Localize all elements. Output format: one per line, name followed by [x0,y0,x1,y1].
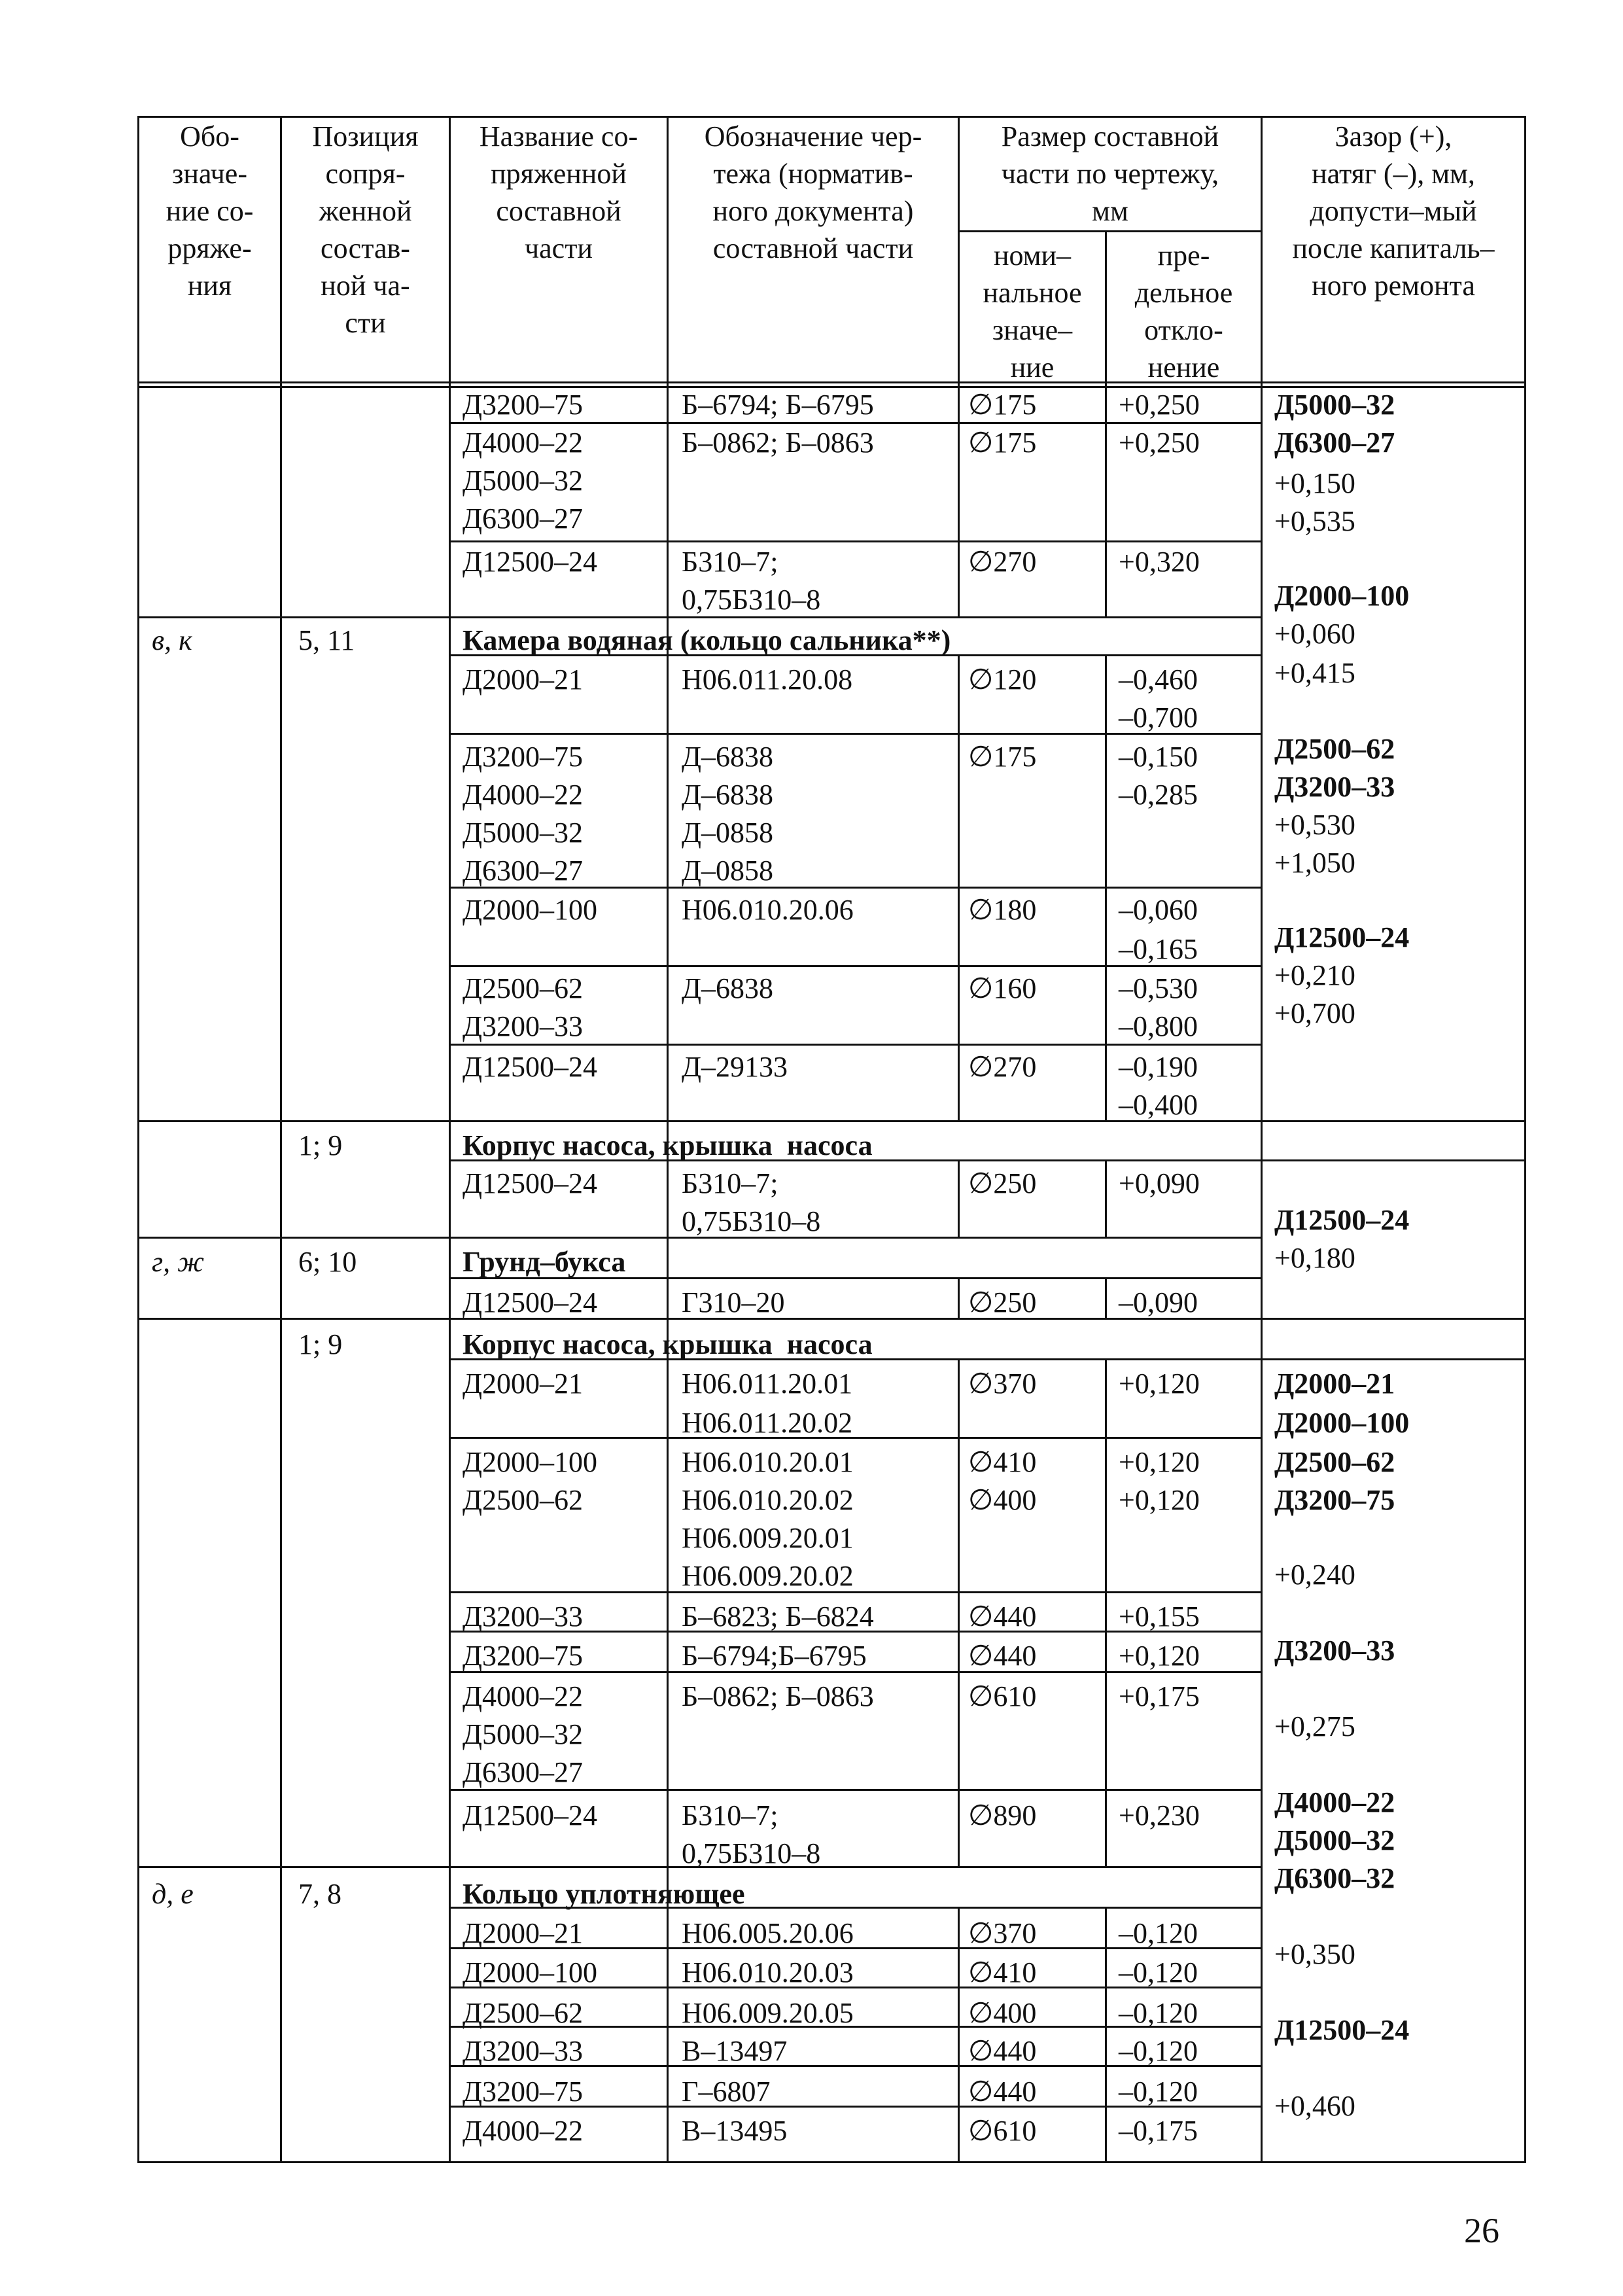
clearance-value: +0,530 [1274,809,1355,841]
clearance-value: +0,415 [1274,657,1355,689]
table-cell: ∅175 [968,389,1037,421]
table-cell: 1; 9 [298,1129,343,1161]
table-cell: Д6300–27 [462,503,584,535]
column-rule [1105,1277,1107,1318]
table-cell: –0,800 [1119,1010,1198,1042]
table-cell: +0,090 [1119,1167,1200,1199]
table-cell: ∅175 [968,741,1037,773]
table-cell: Д12500–24 [462,546,598,578]
table-cell: –0,700 [1119,701,1198,733]
table-cell: Н06.011.20.08 [682,663,853,696]
table-cell: ∅370 [968,1368,1037,1400]
page-number: 26 [1464,2211,1499,2250]
row-rule [137,1318,1526,1320]
table-cell: –0,400 [1119,1089,1198,1121]
table-cell: Д3200–33 [462,2035,584,2067]
clearance-value: +0,210 [1274,959,1355,991]
header-col-nominal: номи– нальное значе– ние [983,239,1082,383]
table-cell: Б310–7; [682,546,778,578]
table-cell: –0,120 [1119,1917,1198,1949]
clearance-value: Д5000–32 [1274,1824,1395,1856]
table-cell: ∅440 [968,2035,1037,2067]
table-cell: 1; 9 [298,1328,343,1360]
table-cell: Д2000–21 [462,1368,584,1400]
table-cell: –0,285 [1119,779,1198,811]
table-cell: +0,120 [1119,1446,1200,1478]
clearance-value: Д6300–27 [1274,427,1395,459]
table-cell: +0,175 [1119,1680,1200,1712]
table-cell: ∅270 [968,1051,1037,1083]
table-cell: Д6300–27 [462,1756,584,1788]
table-cell: Д–6838 [682,972,774,1004]
row-rule [449,1437,1263,1439]
clearance-value: +0,460 [1274,2090,1355,2122]
column-rule [958,1159,960,1237]
table-cell: ∅175 [968,427,1037,459]
table-cell: Д2500–62 [462,1997,584,2029]
table-cell: Д3200–33 [462,1010,584,1042]
table-cell: –0,165 [1119,933,1198,965]
table-cell: Д–0858 [682,817,774,849]
clearance-value: Д3200–33 [1274,771,1395,803]
table-cell: Г–6807 [682,2075,771,2108]
table-cell: ∅370 [968,1917,1037,1949]
table-cell: Д12500–24 [462,1286,598,1318]
table-cell: в, к [152,624,192,656]
table-cell: +0,250 [1119,389,1200,421]
table-cell: 5, 11 [298,624,355,656]
table-cell: 0,75Б310–8 [682,1837,821,1869]
table-cell: Д2000–100 [462,1956,598,1988]
table-cell: Д4000–22 [462,427,584,459]
table-cell: 7, 8 [298,1878,341,1910]
section-title: Грунд–букса [462,1246,626,1278]
table-cell: Б310–7; [682,1167,778,1199]
column-rule [1524,116,1526,2163]
table-cell: В–13495 [682,2115,788,2147]
table-cell: +0,230 [1119,1799,1200,1831]
table-cell: Д5000–32 [462,1718,584,1750]
table-cell: ∅440 [968,2075,1037,2108]
table-cell: Д5000–32 [462,465,584,497]
table-cell: Д3200–75 [462,2075,584,2108]
table-cell: ∅270 [968,546,1037,578]
row-rule [958,230,1263,232]
clearance-value: +0,240 [1274,1559,1355,1591]
section-title: Камера водяная (кольцо сальника**) [462,624,951,656]
table-cell: Д–0858 [682,855,774,887]
table-cell: Д4000–22 [462,2115,584,2147]
table-cell: –0,120 [1119,1997,1198,2029]
table-cell: +0,320 [1119,546,1200,578]
clearance-value: Д2000–21 [1274,1368,1395,1400]
row-rule [1261,1159,1526,1161]
table-cell: +0,120 [1119,1484,1200,1516]
table-cell: ∅410 [968,1956,1037,1988]
clearance-value: +1,050 [1274,847,1355,879]
clearance-value: Д12500–24 [1274,921,1410,953]
table-cell: Н06.005.20.06 [682,1917,854,1949]
table-cell: Д12500–24 [462,1799,598,1831]
column-rule [137,116,139,2163]
column-rule [958,1907,960,2161]
table-cell: Д–6838 [682,741,774,773]
column-rule [1105,1159,1107,1237]
table-cell: ∅160 [968,972,1037,1004]
clearance-value: Д3200–33 [1274,1634,1395,1667]
clearance-value: +0,700 [1274,997,1355,1029]
clearance-value: +0,350 [1274,1938,1355,1970]
table-cell: +0,250 [1119,427,1200,459]
table-cell: Н06.010.20.06 [682,894,854,926]
table-cell: Б310–7; [682,1799,778,1831]
table-cell: –0,190 [1119,1051,1198,1083]
table-cell: +0,120 [1119,1368,1200,1400]
table-cell: Н06.010.20.01 [682,1446,854,1478]
table-cell: –0,090 [1119,1286,1198,1318]
clearance-value: +0,150 [1274,467,1355,499]
table-cell: ∅440 [968,1640,1037,1672]
table-cell: Н06.009.20.02 [682,1560,854,1592]
table-cell: Н06.009.20.05 [682,1997,854,2029]
table-cell: –0,175 [1119,2115,1198,2147]
table-cell: +0,155 [1119,1600,1200,1633]
clearance-value: Д4000–22 [1274,1786,1395,1818]
table-cell: Д5000–32 [462,817,584,849]
table-cell: ∅250 [968,1167,1037,1199]
table-cell: –0,120 [1119,2035,1198,2067]
header-col-drawing: Обозначение чер- тежа (норматив- ного документа) составной части [704,120,922,264]
table-cell: Д2000–21 [462,663,584,696]
clearance-value: Д3200–75 [1274,1484,1395,1516]
section-title: Кольцо уплотняющее [462,1878,745,1910]
clearance-value: Д2500–62 [1274,1446,1395,1478]
table-cell: Г310–20 [682,1286,785,1318]
table-cell: –0,530 [1119,972,1198,1004]
clearance-value: Д2000–100 [1274,580,1410,612]
table-cell: Д6300–27 [462,855,584,887]
table-cell: ∅400 [968,1997,1037,2029]
header-col-designation: Обо- значе- ние со- pряже- ния [166,120,254,302]
clearance-value: Д6300–32 [1274,1862,1395,1894]
table-cell: Д–6838 [682,779,774,811]
table-cell: 0,75Б310–8 [682,1205,821,1237]
table-cell: ∅410 [968,1446,1037,1478]
table-cell: +0,120 [1119,1640,1200,1672]
table-cell: д, е [152,1878,194,1910]
table-cell: В–13497 [682,2035,788,2067]
table-cell: Д4000–22 [462,1680,584,1712]
table-cell: Д2500–62 [462,972,584,1004]
header-col-size: Размер составной части по чертежу, мм [1001,120,1219,227]
column-rule [958,1277,960,1318]
table-cell: Б–6794;Б–6795 [682,1640,867,1672]
table-cell: Н06.011.20.01 [682,1368,853,1400]
table-cell: Д2500–62 [462,1484,584,1516]
header-col-part-name: Название со- пряженной составной части [479,120,638,264]
table-cell: ∅890 [968,1799,1037,1831]
table-cell: Д4000–22 [462,779,584,811]
column-rule [280,116,282,2161]
table-cell: Н06.010.20.03 [682,1956,854,1988]
table-cell: Н06.010.20.02 [682,1484,854,1516]
table-cell: Д2000–100 [462,894,598,926]
table-cell: 6; 10 [298,1246,357,1278]
section-title: Корпус насоса, крышка насоса [462,1129,873,1161]
clearance-value: Д12500–24 [1274,2014,1410,2046]
table-cell: ∅610 [968,1680,1037,1712]
table-cell: ∅400 [968,1484,1037,1516]
row-rule [449,540,1263,542]
table-cell: –0,060 [1119,894,1198,926]
table-cell: Б–6823; Б–6824 [682,1600,874,1633]
table-cell: Д12500–24 [462,1051,598,1083]
column-rule [1105,386,1107,616]
table-cell: ∅180 [968,894,1037,926]
column-rule [1105,1907,1107,2161]
row-rule [137,2161,1526,2163]
table-cell: Б–0862; Б–0863 [682,427,874,459]
clearance-value: Д2000–100 [1274,1407,1410,1439]
row-rule [1261,1358,1526,1360]
table-cell: ∅120 [968,663,1037,696]
table-cell: –0,120 [1119,2075,1198,2108]
header-col-deviation: пре- дельное откло- нение [1134,239,1233,383]
table-cell: Н06.009.20.01 [682,1522,854,1554]
table-cell: Н06.011.20.02 [682,1407,853,1439]
clearance-value: Д12500–24 [1274,1204,1410,1236]
table-cell: Д2000–100 [462,1446,598,1478]
section-title: Корпус насоса, крышка насоса [462,1328,873,1360]
clearance-value: +0,060 [1274,618,1355,650]
row-rule [137,381,1526,383]
table-cell: Д3200–33 [462,1600,584,1633]
clearance-value: +0,535 [1274,505,1355,537]
table-cell: Д12500–24 [462,1167,598,1199]
table-cell: г, ж [152,1246,205,1278]
clearance-value: +0,275 [1274,1710,1355,1742]
table-cell: Д–29133 [682,1051,788,1083]
table-cell: –0,150 [1119,741,1198,773]
table-cell: ∅440 [968,1600,1037,1633]
table-cell: ∅250 [968,1286,1037,1318]
table-cell: Д2000–21 [462,1917,584,1949]
table-cell: ∅610 [968,2115,1037,2147]
header-col-clearance: Зазор (+), натяг (–), мм, допусти–мый после капиталь– ного ремонта [1292,120,1495,302]
clearance-value: Д5000–32 [1274,389,1395,421]
clearance-value: +0,180 [1274,1242,1355,1274]
table-cell: –0,120 [1119,1956,1198,1988]
table-cell: Д3200–75 [462,741,584,773]
clearance-value: Д2500–62 [1274,733,1395,765]
table-cell: Б–0862; Б–0863 [682,1680,874,1712]
column-rule [958,386,960,616]
table-cell: –0,460 [1119,663,1198,696]
table-cell: Б–6794; Б–6795 [682,389,874,421]
table-cell: 0,75Б310–8 [682,584,821,616]
header-col-position: Позиция сопря- женной состав- ной ча- сти [312,120,419,339]
table-cell: Д3200–75 [462,389,584,421]
table-cell: Д3200–75 [462,1640,584,1672]
row-rule [137,1120,1526,1122]
row-rule [449,1591,1263,1593]
